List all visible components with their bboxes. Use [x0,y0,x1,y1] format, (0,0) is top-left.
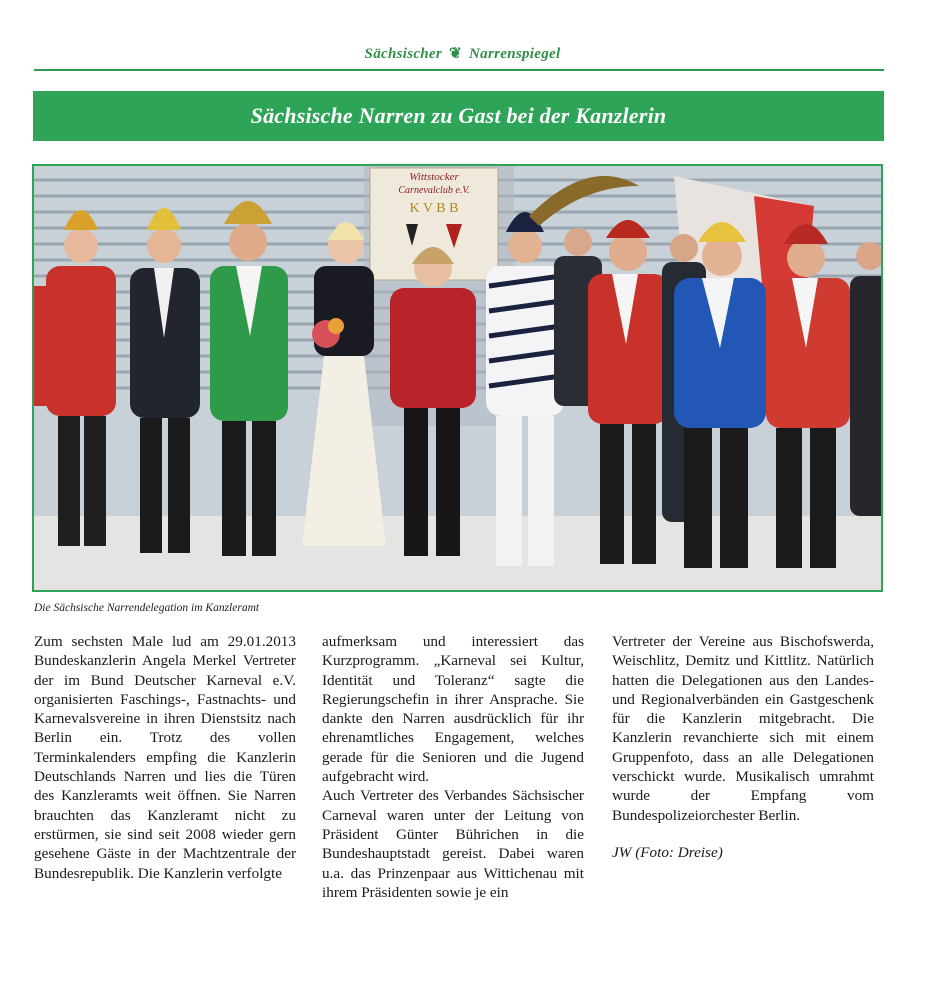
article-paragraph: Auch Vertreter des Verbandes Sächsischer Carneval waren unter der Leitung von Präsident Günter Bührichen in die Bundeshauptstadt gereist. Dabei waren u.a. das Prinzenpaar aus Wittichenau mit ihrem Präsidenten sowie je ein [322,787,584,901]
article-column-3 [612,632,874,862]
masthead-right: Narrenspiegel [469,46,561,62]
article-paragraph: Vertreter der Vereine aus Bischofswerda, Weischlitz, Demitz und Kittlitz. Natürlich hatten die Delegationen aus den Landes- und Regionalverbänden ein Gastgeschenk für die Kanzlerin mitgebracht. Die Kanzlerin revanchierte sich mit einem Gruppenfoto, dass an alle Delegationen verschickt wurde. Musikalisch umrahmt wurde der Empfang vom Bundespolizeiorchester Berlin. [612,633,874,824]
article-column-2 [322,632,584,902]
headline-banner [33,91,884,141]
group-photo-illustration [34,166,881,590]
author-credit: JW (Foto: Dreise) [612,843,723,861]
banner-line-3: K V B B [409,201,459,216]
jester-staff-icon: ❦ [449,46,462,62]
banner-line-1: Wittstocker [409,171,459,183]
photo-caption: Die Sächsische Narrendelegation im Kanzleramt [34,602,260,614]
article-paragraph: aufmerksam und interessiert das Kurzprogramm. „Karneval sei Kultur, Identität und Toleranz“ sagte die Regierungschefin in ihrer Ansprache. Sie dankte den Narren ausdrücklich für ihr ehrenamtliches Engagement, welches gerade für die Senioren und die Jugend aufgebracht wird. [322,633,584,786]
masthead [0,44,925,63]
group-photo [32,164,883,592]
masthead-left: Sächsischer [364,46,443,62]
page-title: Sächsische Narren zu Gast bei der Kanzlerin [250,103,667,128]
header-rule [34,69,884,71]
article-paragraph: Zum sechsten Male lud am 29.01.2013 Bundeskanzlerin Angela Merkel Vertreter der im Bund Deutscher Karneval e.V. organisierten Faschings-, Fastnachts- und Karnevalsvereine in ihren Dienstsitz nach Berlin ein. Trotz des vollen Terminkalenders empfing die Kanzlerin Deutschlands Narren und lies die Türen des Kanzleramts weit öffnen. Sie Narren brauchten das Kanzleramt nicht zu erstürmen, sie sind seit 2008 wieder gern gesehene Gäste in der Machtzentrale der Bundesrepublik. Die Kanzlerin verfolgte [34,633,296,882]
article-column-1 [34,632,296,883]
banner-line-2: Carnevalclub e.V. [398,185,470,196]
